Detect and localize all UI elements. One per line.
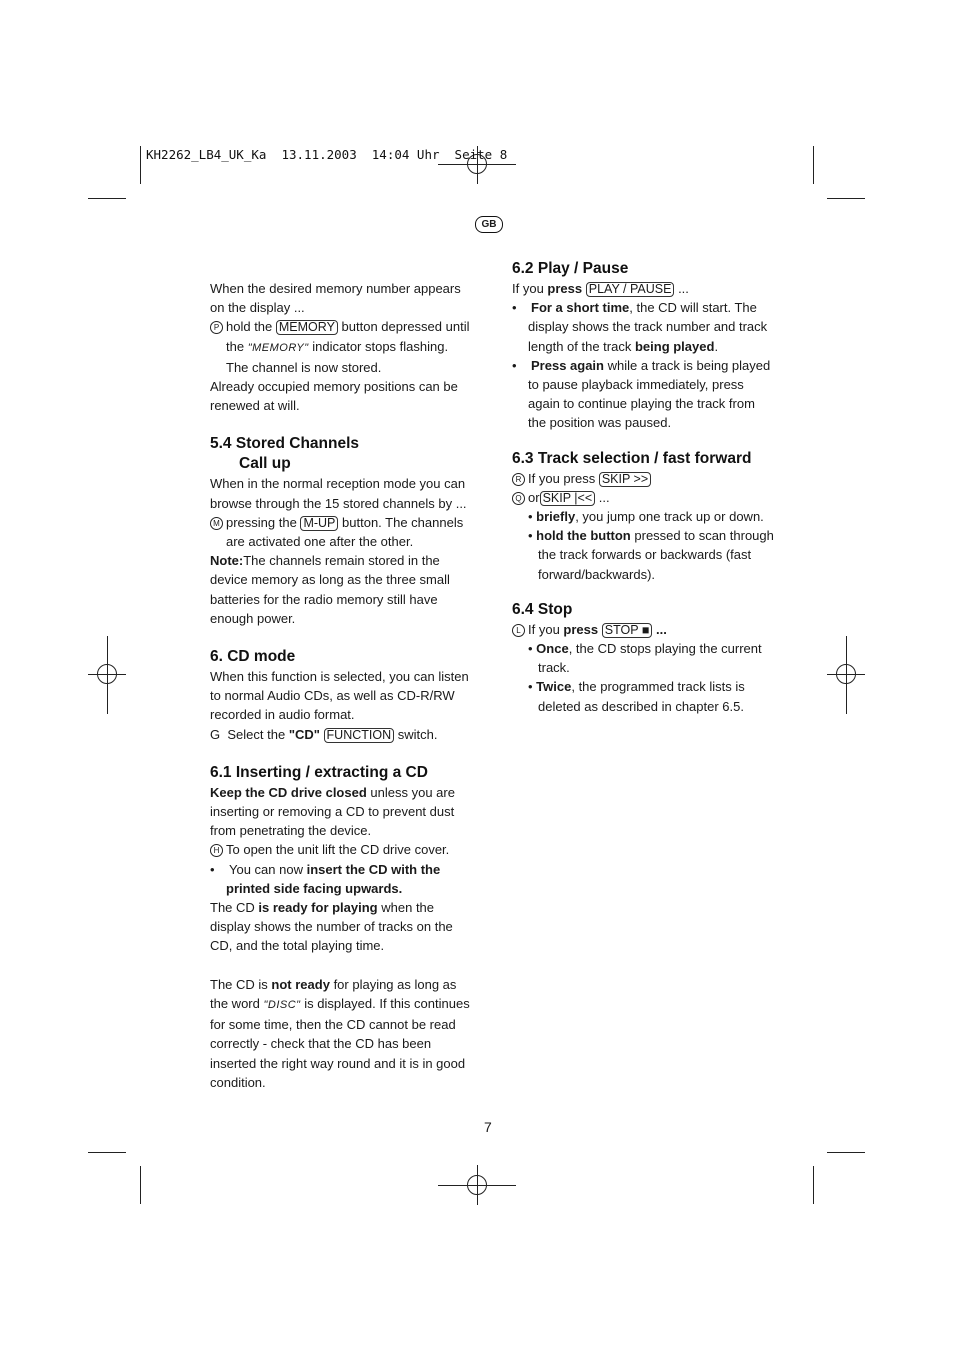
step-symbol-icon: R [512,473,525,486]
stop-key-label: STOP ■ [602,623,653,638]
section-heading: 5.4 Stored Channels Call up [210,435,360,473]
function-key-label: FUNCTION [324,728,395,743]
bullet-item: • Once, the CD stops playing the current track. [528,641,762,676]
paragraph: If you press PLAY / PAUSE ... [512,281,689,296]
step-item: L If you press STOP ■ ... [512,620,774,639]
crop-mark [827,198,865,199]
paragraph: The CD is ready for playing when the display shows the number of tracks on the CD, and the total playing time. [210,900,453,954]
bullet-item: • hold the button pressed to scan through the track forwards or backwards (fast forward/backwards). [528,528,774,582]
step-item: R If you press SKIP >> [512,469,774,488]
skip-back-key-label: SKIP |<< [540,491,596,506]
bullet-item: • Twice, the programmed track lists is deleted as described in chapter 6.5. [528,679,745,714]
crop-mark [88,198,126,199]
step-symbol-icon: L [512,624,525,637]
step-symbol-icon: P [210,321,223,334]
paragraph: Already occupied memory positions can be renewed at will. [210,379,458,414]
m-up-key-label: M-UP [300,516,338,531]
registration-circle [836,664,856,684]
language-badge: GB [475,216,503,233]
bullet-item: • Press again while a track is being played to pause playback immediately, press again to continue playing the track from the position was paused. [512,357,771,431]
crop-mark [88,1152,126,1153]
step-symbol-icon: Q [512,492,525,505]
bullet-item: • You can now insert the CD with the printed side facing upwards. [210,861,441,896]
step-item: Q or SKIP |<< ... [512,488,774,507]
step-symbol-icon: M [210,517,223,530]
paragraph: When the desired memory number appears on the display ... [210,281,461,316]
memory-key-label: MEMORY [276,320,338,335]
step-symbol-icon: H [210,844,223,857]
paragraph: When this function is selected, you can listen to normal Audio CDs, as well as CD-R/RW recorded in audio format. [210,669,469,723]
bullet-item: • For a short time, the CD will start. The display shows the track number and track length of the track being played. [512,300,768,354]
step-item: H To open the unit lift the CD drive cover. [210,840,472,859]
paragraph: The CD is not ready for playing as long as the word "DISC" is displayed. If this continues for some time, then the CD cannot be read correctly - check that the CD has been inserted the right way round and it is in good condition. [210,976,470,1090]
registration-circle [97,664,117,684]
left-column [210,279,472,1092]
display-text: "DISC" [263,998,301,1011]
right-column [512,259,774,716]
note-paragraph: Note:The channels remain stored in the device memory as long as the three small batteries for the radio memory still have enough power. [210,553,450,626]
paragraph: When in the normal reception mode you can browse through the 15 stored channels by ... [210,476,467,511]
skip-forward-key-label: SKIP >> [599,472,651,487]
crop-mark [827,1152,865,1153]
page-number: 7 [484,1119,492,1135]
print-header: KH2262_LB4_UK_Ka 13.11.2003 14:04 Uhr Seite 8 [146,147,508,162]
section-heading: 6.1 Inserting / extracting a CD [210,763,428,781]
step-item: M pressing the M-UP button. The channels are activated one after the other. [210,513,472,551]
display-text: "MEMORY" [247,341,309,354]
section-heading: 6.4 Stop [512,600,573,618]
registration-circle [467,1175,487,1195]
bullet-item: • briefly, you jump one track up or down. [528,509,764,525]
section-heading: 6. CD mode [210,648,296,666]
section-heading: 6.2 Play / Pause [512,260,629,277]
crop-mark [813,146,814,184]
crop-mark [813,1166,814,1204]
section-heading: 6.3 Track selection / fast forward [512,449,752,467]
crop-mark [140,146,141,184]
step-item: P hold the MEMORY button depressed until the "MEMORY" indicator stops flashing. The channel is now stored. [210,317,472,377]
crop-mark [140,1166,141,1204]
step-item: G Select the "CD" FUNCTION switch. [210,726,438,742]
paragraph: Keep the CD drive closed unless you are inserting or removing a CD to prevent dust from penetrating the device. [210,784,455,839]
play-pause-key-label: PLAY / PAUSE [586,282,675,297]
